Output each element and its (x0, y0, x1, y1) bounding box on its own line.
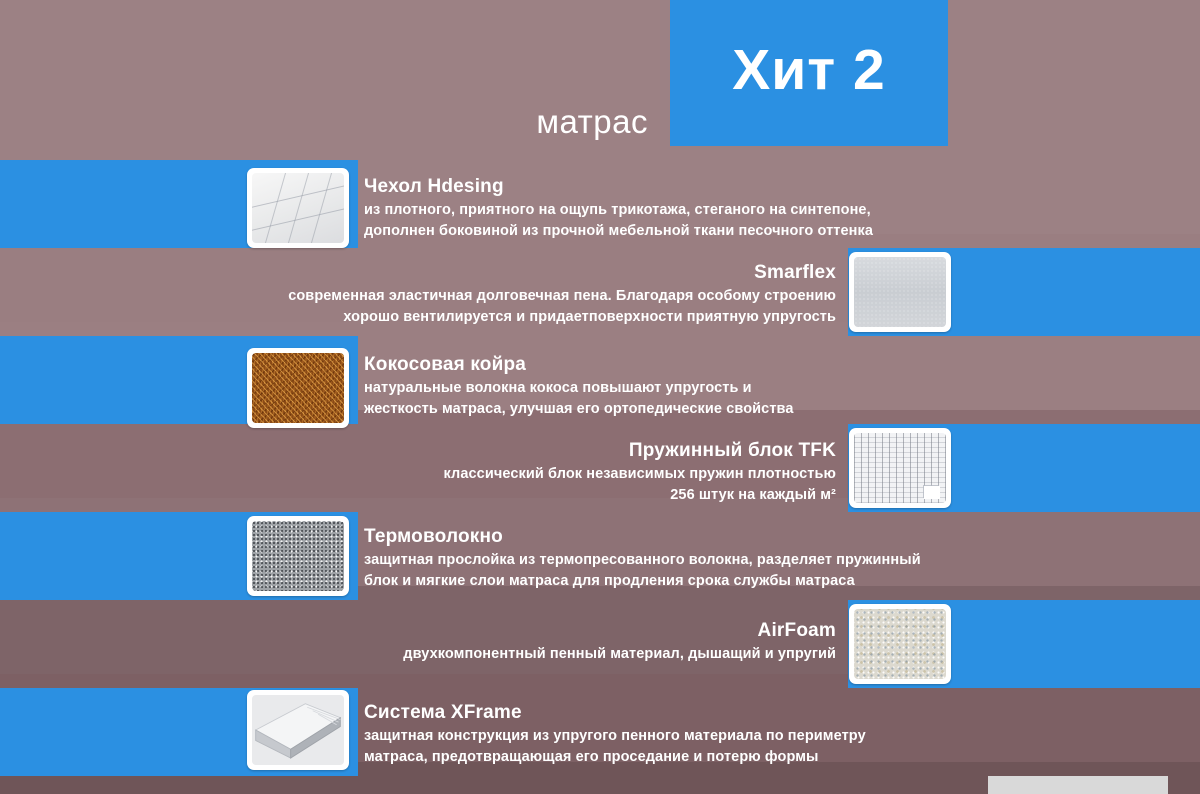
foam-swatch-icon (854, 257, 946, 327)
layer-title: Кокосовая койра (364, 354, 527, 375)
layer-row-xframe (0, 688, 1200, 776)
layer-row-smarflex (0, 248, 1200, 336)
spring-block-swatch-icon (854, 433, 946, 503)
layer-title: Система XFrame (364, 702, 522, 723)
layer-description: современная эластичная долговечная пена. Благодаря особому строению хорошо вентилируется и придаетповерхности приятную упругость (288, 288, 836, 325)
layer-row-tfk (0, 424, 1200, 512)
header-subtitle: матрас (536, 103, 648, 140)
layer-text-smarflex (236, 260, 836, 328)
layer-row-coir (0, 336, 1200, 424)
layer-description: защитная конструкция из упругого пенного материала по периметру матраса, предотвращающая его проседание и потерю формы (364, 728, 866, 765)
layer-row-airfoam (0, 600, 1200, 688)
airfoam-swatch-icon (854, 609, 946, 679)
layer-title: Термоволокно (364, 526, 503, 547)
layer-text-tfk (236, 438, 836, 506)
layer-description: из плотного, приятного на ощупь трикотажа, стеганого на синтепоне, дополнен боковиной из прочной мебельной ткани песочного оттенка (364, 202, 874, 239)
layer-row-thermo (0, 512, 1200, 600)
layer-description: защитная прослойка из термопресованного волокна, разделяет пружинный блок и мягкие слои матраса для продления срока службы матраса (364, 552, 921, 589)
layer-text-xframe (364, 700, 964, 768)
layer-text-cover (364, 174, 964, 242)
layer-text-coir (364, 352, 964, 420)
layer-title: Пружинный блок TFK (628, 440, 836, 461)
coconut-coir-swatch-icon (252, 353, 344, 423)
layer-description: классический блок независимых пружин плотностью 256 штук на каждый м² (443, 466, 836, 503)
thumbnail-airfoam (849, 604, 951, 684)
quilted-cover-swatch-icon (252, 173, 344, 243)
thumbnail-tfk (849, 428, 951, 508)
layer-description: натуральные волокна кокоса повышают упругость и жесткость матраса, улучшая его ортопедические свойства (364, 380, 794, 417)
thumbnail-smarflex (849, 252, 951, 332)
xframe-swatch-icon (252, 695, 344, 765)
layer-row-cover (0, 160, 1200, 248)
thumbnail-thermo (247, 516, 349, 596)
layer-title: Чехол Hdesing (364, 176, 504, 197)
product-title-box (670, 0, 948, 146)
layer-title: Smarflex (754, 262, 836, 283)
thumbnail-quilted-cover (247, 168, 349, 248)
thumbnail-coir (247, 348, 349, 428)
header (0, 0, 1200, 146)
footer-accent-block (988, 776, 1168, 794)
layer-description: двухкомпонентный пенный материал, дышащий и упругий (403, 646, 836, 662)
layer-text-airfoam (236, 618, 836, 665)
layer-title: AirFoam (757, 620, 836, 641)
page-title: Хит 2 (732, 37, 886, 102)
thumbnail-xframe (247, 690, 349, 770)
thermo-fiber-swatch-icon (252, 521, 344, 591)
layer-text-thermo (364, 524, 964, 592)
